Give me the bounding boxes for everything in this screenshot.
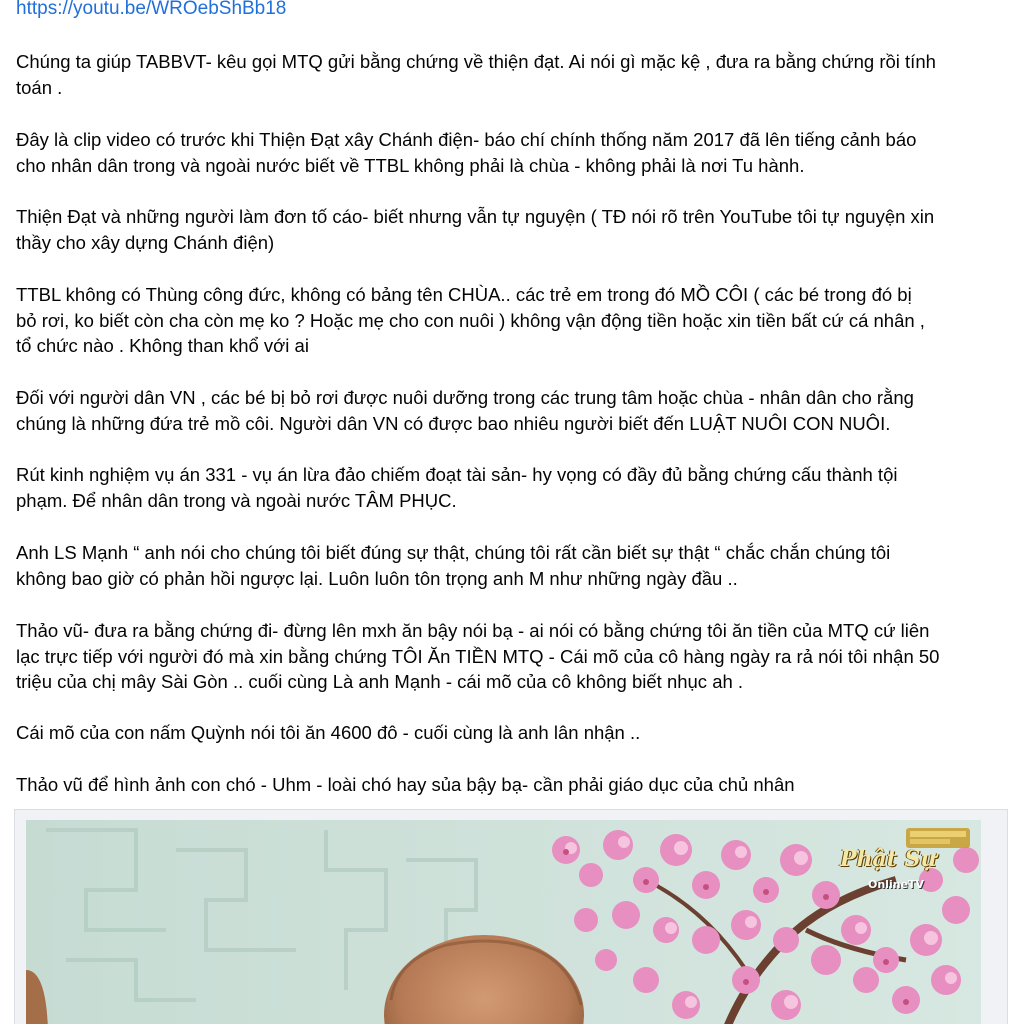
post-paragraph xyxy=(16,282,1012,359)
paragraph-line: Đối với người dân VN , các bé bị bỏ rơi được nuôi dưỡng trong các trung tâm hoặc chùa - nhân dân cho rằng xyxy=(16,387,914,408)
paragraph-line: TTBL không có Thùng công đức, không có bảng tên CHÙA.. các trẻ em trong đó MỒ CÔI ( các bé trong đó bị xyxy=(16,284,912,305)
post-paragraph xyxy=(16,204,1012,255)
paragraph-line: không bao giờ có phản hồi ngược lại. Luôn luôn tôn trọng anh M như những ngày đầu .. xyxy=(16,567,738,589)
post-paragraph xyxy=(16,462,1012,513)
paragraph-line: lạc trực tiếp với người đó mà xin bằng chứng TÔI Ăn TIỀN MTQ - Cái mõ của cô hàng ngày ra rả nói tôi nhận 50 xyxy=(16,645,940,667)
watermark-subtitle: OnlineTV xyxy=(868,878,925,891)
post-paragraph xyxy=(16,385,1012,436)
post-paragraph xyxy=(16,772,1012,798)
paragraph-line: Anh LS Mạnh “ anh nói cho chúng tôi biết đúng sự thật, chúng tôi rất cần biết sự thật “ chắc chắn chúng tôi xyxy=(16,542,891,563)
watermark-title: Phật Sự xyxy=(840,846,937,872)
paragraph-line: triệu của chị mây Sài Gòn .. cuối cùng Là anh Mạnh - cái mõ của cô không biết nhục ah . xyxy=(16,671,744,692)
paragraph-line: Thiện Đạt và những người làm đơn tố cáo- biết nhưng vẫn tự nguyện ( TĐ nói rõ trên YouTube tôi tự nguyện xin xyxy=(16,206,935,227)
paragraph-line: chúng là những đứa trẻ mồ côi. Người dân VN có được bao nhiêu người biết đến LUẬT NUÔI CON NUÔI. xyxy=(16,412,891,434)
youtube-link[interactable]: https://youtu.be/WROebShBb18 xyxy=(16,0,287,19)
paragraph-line: Thảo vũ- đưa ra bằng chứng đi- đừng lên mxh ăn bậy nói bạ - ai nói có bằng chứng tôi ăn tiền của MTQ cứ liên xyxy=(16,620,930,641)
post-paragraph xyxy=(16,618,1012,695)
paragraph-line: tổ chức nào . Không than khổ với ai xyxy=(16,335,309,356)
post-paragraph xyxy=(16,540,1012,591)
paragraph-line: bỏ rơi, ko biết còn cha còn mẹ ko ? Hoặc mẹ cho con nuôi ) không vận động tiền hoặc xin tiền bất cứ cá nhân , xyxy=(16,309,925,331)
paragraph-line: thầy cho xây dựng Chánh điện) xyxy=(16,231,275,253)
paragraph-line: Đây là clip video có trước khi Thiện Đạt xây Chánh điện- báo chí chính thống năm 2017 đã lên tiếng cảnh báo xyxy=(16,129,917,150)
post-paragraph xyxy=(16,127,1012,178)
paragraph-line: Thảo vũ để hình ảnh con chó - Uhm - loài chó hay sủa bậy bạ- cần phải giáo dục của chủ nhân xyxy=(16,774,795,795)
paragraph-line: cho nhân dân trong và ngoài nước biết về TTBL không phải là chùa - không phải là nơi Tu hành. xyxy=(16,154,805,176)
paragraph-line: Chúng ta giúp TABBVT- kêu gọi MTQ gửi bằng chứng về thiện đạt. Ai nói gì mặc kệ , đưa ra bằng chứng rồi tính xyxy=(16,51,936,72)
paragraph-line: phạm. Để nhân dân trong và ngoài nước TÂM PHỤC. xyxy=(16,489,457,511)
post-paragraph xyxy=(16,49,1012,100)
post-paragraph xyxy=(16,720,1012,746)
paragraph-line: Cái mõ của con nấm Quỳnh nói tôi ăn 4600 đô - cuối cùng là anh lân nhận .. xyxy=(16,722,641,743)
paragraph-line: Rút kinh nghiệm vụ án 331 - vụ án lừa đảo chiếm đoạt tài sản- hy vọng có đầy đủ bằng chứng cấu thành tội xyxy=(16,464,898,485)
paragraph-line: toán . xyxy=(16,76,63,98)
